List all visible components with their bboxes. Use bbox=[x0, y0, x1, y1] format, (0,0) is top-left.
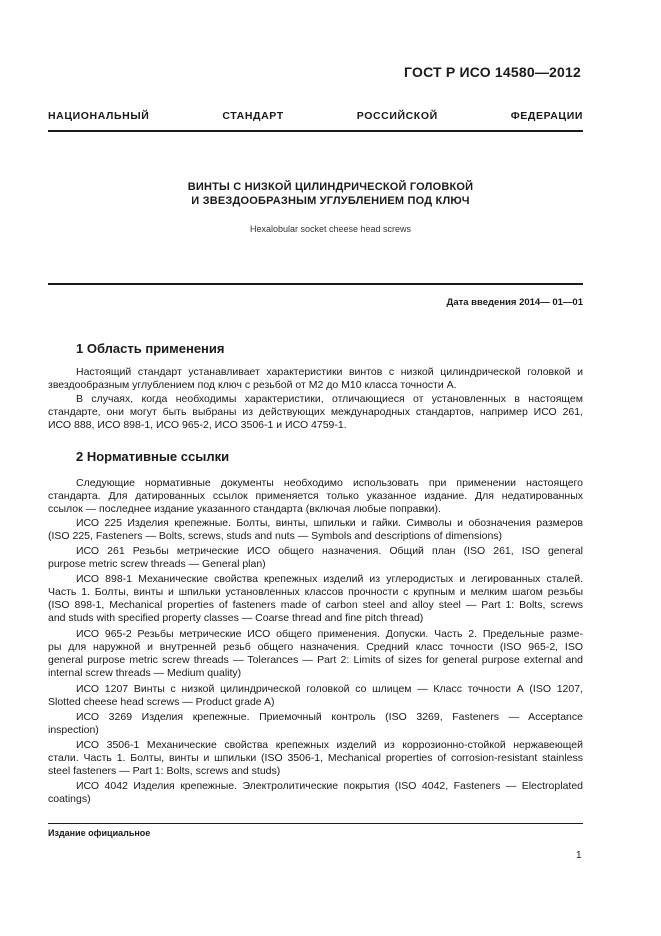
reference-iso-1207 bbox=[48, 683, 583, 709]
text-line: Часть 1. Болты, винты и шпильки установленных классов прочности с крупным и мелким шагом резьбы bbox=[48, 586, 583, 598]
text-line: (ISO 225, Fasteners — Bolts, screws, studs and nuts — Symbols and descriptions of dimensions) bbox=[48, 530, 503, 542]
text-line: ИСО 225 Изделия крепежные. Болты, винты, шпильки и гайки. Символы и обозначения размеров bbox=[76, 517, 583, 529]
text-line: ИСО 898-1 Механические свойства крепежных изделий из углеродистых и легированных сталей. bbox=[76, 573, 583, 585]
text-line: (ISO 898-1, Mechanical properties of fasteners made of carbon steel and alloy steel — Part 1: Bolts, screws bbox=[48, 599, 583, 611]
text-line: ИСО 4042 Изделия крепежные. Электролитические покрытия (ISO 4042, Fasteners — Electroplated bbox=[76, 780, 583, 792]
title-en: Hexalobular socket cheese head screws bbox=[249, 224, 412, 234]
reference-iso-3269 bbox=[48, 711, 583, 737]
text-line: and studs with specified property classes — Coarse thread and fine pitch thread) bbox=[48, 612, 424, 624]
title-ru-line-1: ВИНТЫ С НИЗКОЙ ЦИЛИНДРИЧЕСКОЙ ГОЛОВКОЙ bbox=[187, 181, 474, 193]
text-line: ры для наружной и внутренней резьб общего назначения. Средний класс точности (ISO 965-2, ISO bbox=[48, 641, 583, 653]
reference-iso-261 bbox=[48, 545, 583, 571]
footer-rule bbox=[48, 823, 583, 824]
national-standard-banner: НАЦИОНАЛЬНЫЙ СТАНДАРТ РОССИЙСКОЙ ФЕДЕРАЦИИ bbox=[48, 110, 583, 122]
section-1-heading: 1 Область применения bbox=[76, 341, 225, 356]
text-line: ссылок — последнее издание указанного стандарта (включая любые поправки). bbox=[48, 503, 441, 515]
text-line: Следующие нормативные документы необходимо использовать при применении настоящего bbox=[76, 477, 583, 489]
text-line: steel fasteners — Part 1: Bolts, screws and studs) bbox=[48, 765, 281, 777]
text-line: ИСО 3269 Изделия крепежные. Приемочный контроль (ISO 3269, Fasteners — Acceptance bbox=[76, 711, 583, 723]
introduction-date: Дата введения 2014— 01—01 bbox=[446, 297, 583, 308]
reference-iso-965-2 bbox=[48, 628, 583, 680]
text-line: Slotted cheese head screws — Product grade A) bbox=[48, 696, 275, 708]
text-line: ИСО 888, ИСО 898-1, ИСО 965-2, ИСО 3506-1 и ИСО 4759-1. bbox=[48, 419, 347, 431]
text-line: purpose metric screw threads — General plan) bbox=[48, 558, 266, 570]
text-line: В случаях, когда необходимы характеристики, отличающиеся от установленных в настоящем bbox=[76, 393, 583, 405]
reference-iso-3506-1 bbox=[48, 739, 583, 778]
reference-iso-898-1 bbox=[48, 573, 583, 625]
page-number: 1 bbox=[576, 850, 582, 861]
text-line: ИСО 3506-1 Механические свойства крепежных изделий из коррозионно-стойкой нержавеющей bbox=[76, 739, 583, 751]
reference-iso-4042 bbox=[48, 780, 583, 806]
text-line: звездообразным углублением под ключ с резьбой от М2 до М10 класса точности А. bbox=[48, 379, 457, 391]
text-line: стандарте, они могут быть выбраны из действующих международных стандартов, например ИСО 261, bbox=[48, 406, 583, 418]
text-line: coatings) bbox=[48, 793, 91, 805]
reference-iso-225 bbox=[48, 517, 583, 543]
title-ru bbox=[0, 180, 661, 208]
text-line: general purpose metric screw threads — Tolerances — Part 2: Limits of sizes for general purpose external and bbox=[48, 654, 583, 666]
text-line: ИСО 261 Резьбы метрические ИСО общего назначения. Общий план (ISO 261, ISO general bbox=[76, 545, 583, 557]
text-line: стандарта. Для датированных ссылок применяется только указанное издание. Для недатированных bbox=[48, 490, 583, 502]
title-ru-line-2: И ЗВЕЗДООБРАЗНЫМ УГЛУБЛЕНИЕМ ПОД КЛЮЧ bbox=[191, 195, 470, 207]
section-1-paragraph-2 bbox=[48, 393, 583, 432]
text-line: inspection) bbox=[48, 724, 99, 736]
top-rule bbox=[48, 130, 583, 132]
section-1-paragraph-1 bbox=[48, 366, 583, 392]
text-line: Настоящий стандарт устанавливает характеристики винтов с низкой цилиндрической головкой и bbox=[76, 366, 583, 378]
text-line: стали. Часть 1. Болты, винты и шпильки (ISO 3506-1, Mechanical properties of corrosion-resistant stainless bbox=[48, 752, 583, 764]
text-line: ИСО 1207 Винты с низкой цилиндрической головкой со шлицем — Класс точности А (ISO 1207, bbox=[76, 683, 583, 695]
middle-rule bbox=[48, 283, 583, 285]
section-2-paragraph-1 bbox=[48, 477, 583, 516]
section-2-heading: 2 Нормативные ссылки bbox=[76, 449, 230, 464]
text-line: internal screw threads — Medium quality) bbox=[48, 667, 242, 679]
official-edition-label: Издание официальное bbox=[48, 828, 151, 838]
text-line: ИСО 965-2 Резьбы метрические ИСО общего применения. Допуски. Часть 2. Предельные разме- bbox=[76, 628, 583, 640]
document-code: ГОСТ Р ИСО 14580—2012 bbox=[404, 64, 581, 80]
